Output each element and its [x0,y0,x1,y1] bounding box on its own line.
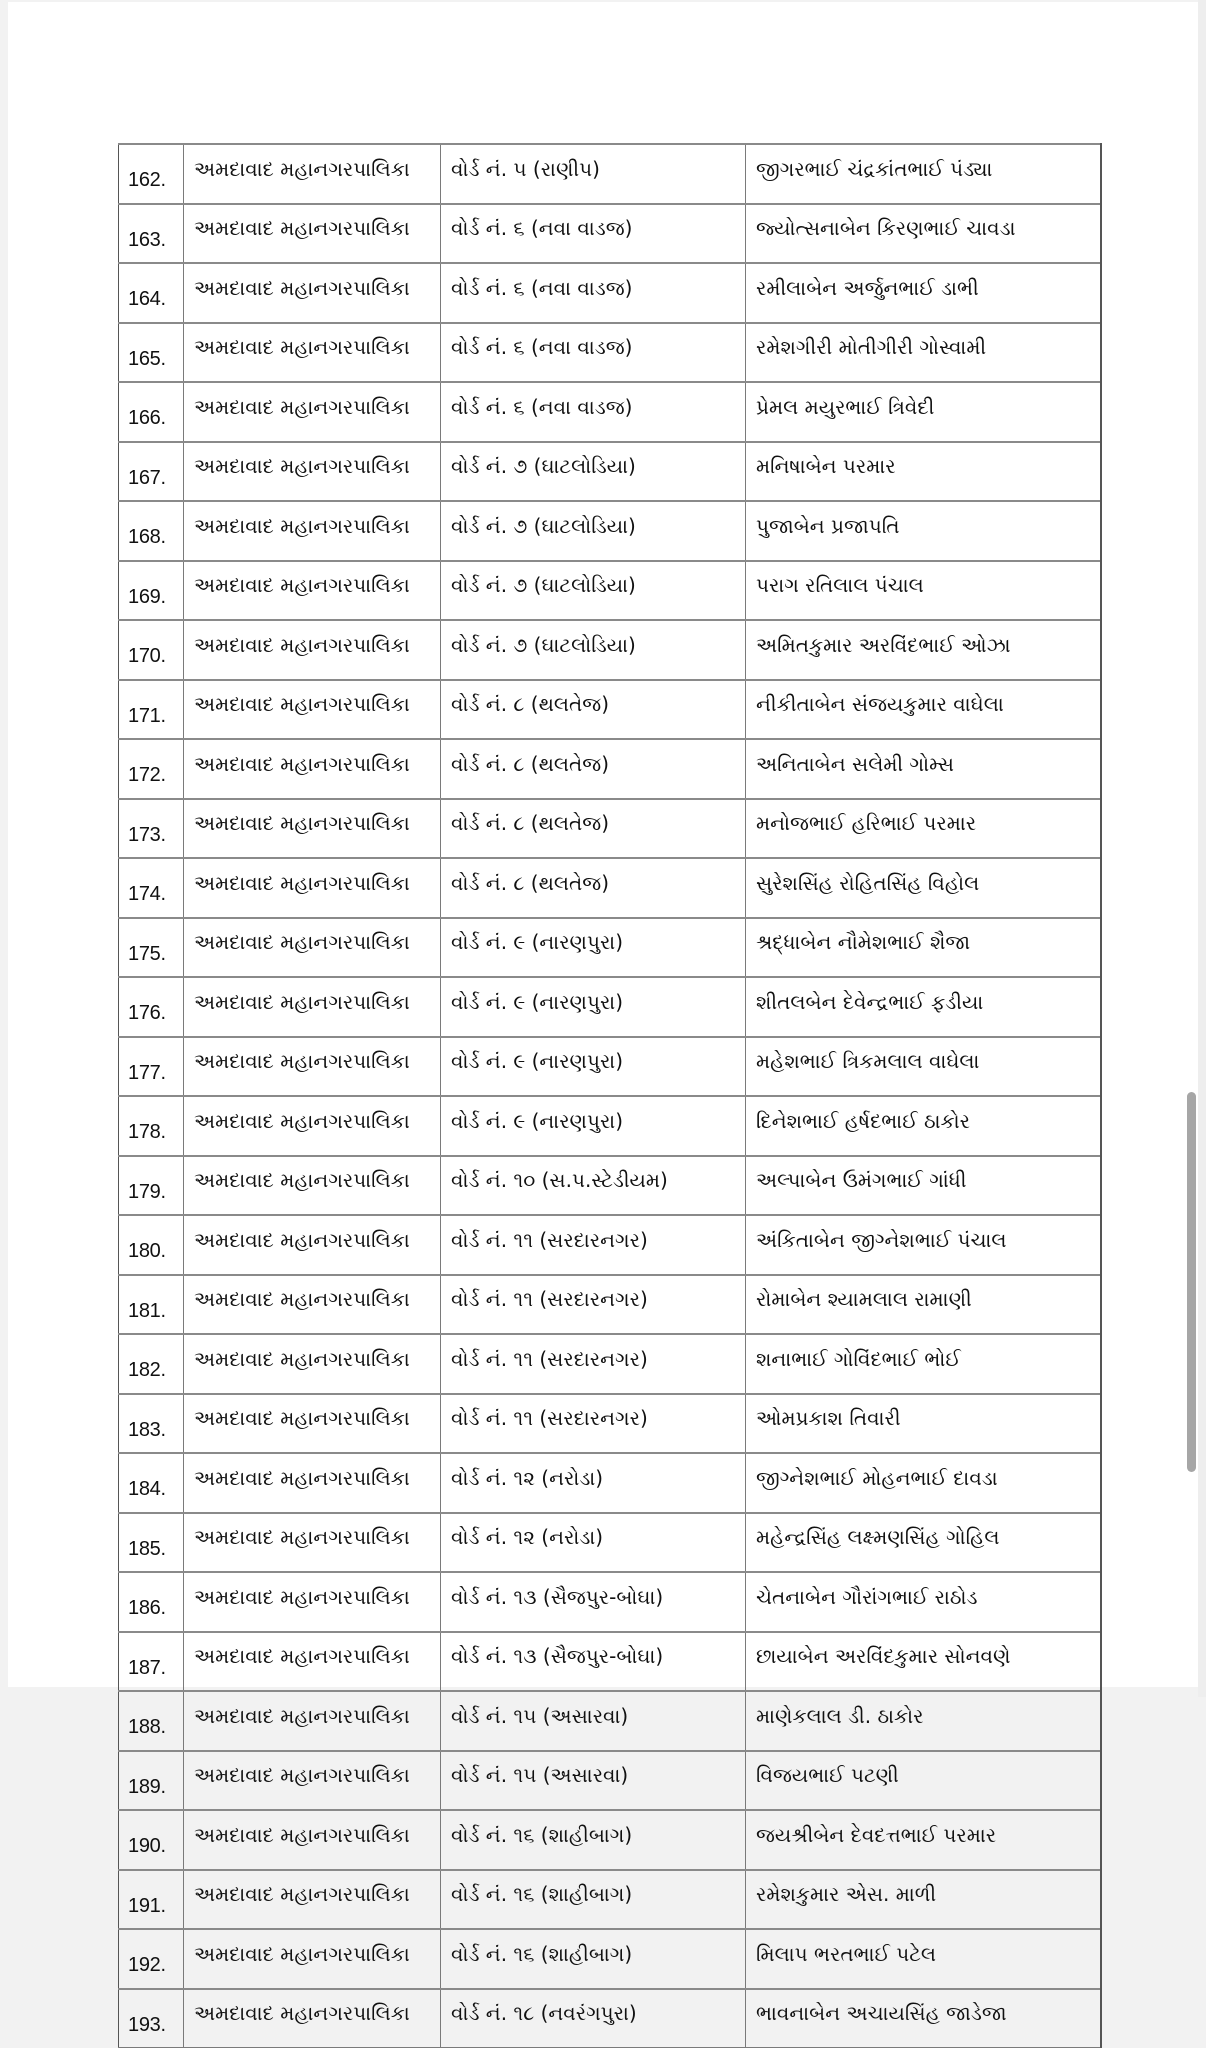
municipal-body-cell: અમદાવાદ મહાનગરપાલિકા [184,144,441,204]
member-name-cell: પરાગ રતિલાલ પંચાલ [746,561,1101,621]
row-number-cell: 179. [119,1156,184,1216]
row-number-cell: 163. [119,204,184,264]
member-name-cell: નીકીતાબેન સંજયકુમાર વાઘેલા [746,680,1101,740]
page-edge [1198,0,1206,1697]
roster-table [118,143,1102,2048]
member-name-cell: શનાભાઈ ગોવિંદભાઈ ભોઈ [746,1334,1101,1394]
member-name-cell: છાયાબેન અરવિંદકુમાર સોનવણે [746,1632,1101,1692]
table-row [119,263,1101,323]
row-number-cell: 166. [119,382,184,442]
row-number-cell: 192. [119,1929,184,1989]
municipal-body-cell: અમદાવાદ મહાનગરપાલિકા [184,739,441,799]
ward-cell: વોર્ડ નં. ૧૩ (સૈજપુર-બોઘા) [441,1632,746,1692]
table-row [119,1156,1101,1216]
municipal-body-cell: અમદાવાદ મહાનગરપાલિકા [184,1394,441,1454]
row-number-cell: 170. [119,620,184,680]
ward-cell: વોર્ડ નં. ૭ (ઘાટલોડિયા) [441,501,746,561]
table-row [119,1989,1101,2048]
member-name-cell: જ્યોત્સનાબેન કિરણભાઈ ચાવડા [746,204,1101,264]
ward-cell: વોર્ડ નં. ૯ (નારણપુરા) [441,1096,746,1156]
member-name-cell: માણેકલાલ ડી. ઠાકોર [746,1691,1101,1751]
member-name-cell: વિજયભાઈ પટણી [746,1751,1101,1811]
row-number-cell: 164. [119,263,184,323]
member-name-cell: અલ્પાબેન ઉમંગભાઈ ગાંધી [746,1156,1101,1216]
row-number-cell: 189. [119,1751,184,1811]
ward-cell: વોર્ડ નં. ૭ (ઘાટલોડિયા) [441,442,746,502]
table-row [119,799,1101,859]
row-number-cell: 162. [119,144,184,204]
ward-cell: વોર્ડ નં. ૮ (થલતેજ) [441,858,746,918]
municipal-body-cell: અમદાવાદ મહાનગરપાલિકા [184,1275,441,1335]
row-number-cell: 176. [119,977,184,1037]
table-row [119,1215,1101,1275]
table-row [119,1394,1101,1454]
municipal-body-cell: અમદાવાદ મહાનગરપાલિકા [184,501,441,561]
table-row [119,442,1101,502]
table-row [119,918,1101,978]
municipal-body-cell: અમદાવાદ મહાનગરપાલિકા [184,1156,441,1216]
table-row [119,323,1101,383]
member-name-cell: મહેશભાઈ ત્રિકમલાલ વાઘેલા [746,1037,1101,1097]
member-name-cell: અંકિતાબેન જીગ્નેશભાઈ પંચાલ [746,1215,1101,1275]
row-number-cell: 188. [119,1691,184,1751]
row-number-cell: 181. [119,1275,184,1335]
row-number-cell: 180. [119,1215,184,1275]
table-row [119,204,1101,264]
table-row [119,1037,1101,1097]
municipal-body-cell: અમદાવાદ મહાનગરપાલિકા [184,1215,441,1275]
row-number-cell: 165. [119,323,184,383]
table-row [119,977,1101,1037]
table-row [119,1334,1101,1394]
member-name-cell: અમિતકુમાર અરવિંદભાઈ ઓઝા [746,620,1101,680]
ward-cell: વોર્ડ નં. ૮ (થલતેજ) [441,739,746,799]
ward-cell: વોર્ડ નં. ૯ (નારણપુરા) [441,918,746,978]
table-row [119,1691,1101,1751]
member-name-cell: પ્રેમલ મયુરભાઈ ત્રિવેદી [746,382,1101,442]
member-name-cell: પુજાબેન પ્રજાપતિ [746,501,1101,561]
municipal-body-cell: અમદાવાદ મહાનગરપાલિકા [184,1572,441,1632]
table-row [119,1275,1101,1335]
member-name-cell: ઓમપ્રકાશ તિવારી [746,1394,1101,1454]
table-row [119,1810,1101,1870]
ward-cell: વોર્ડ નં. ૧૬ (શાહીબાગ) [441,1870,746,1930]
table-row [119,739,1101,799]
row-number-cell: 169. [119,561,184,621]
table-row [119,680,1101,740]
ward-cell: વોર્ડ નં. ૧૫ (અસારવા) [441,1751,746,1811]
ward-cell: વોર્ડ નં. ૧૫ (અસારવા) [441,1691,746,1751]
vertical-scrollbar[interactable] [1187,1092,1196,1472]
municipal-body-cell: અમદાવાદ મહાનગરપાલિકા [184,561,441,621]
document-page [8,2,1198,2036]
municipal-body-cell: અમદાવાદ મહાનગરપાલિકા [184,382,441,442]
ward-cell: વોર્ડ નં. ૧૬ (શાહીબાગ) [441,1929,746,1989]
ward-cell: વોર્ડ નં. ૮ (થલતેજ) [441,680,746,740]
roster-table-body [119,144,1101,2048]
ward-cell: વોર્ડ નં. ૧૦ (સ.પ.સ્ટેડીયમ) [441,1156,746,1216]
ward-cell: વોર્ડ નં. ૧૩ (સૈજપુર-બોઘા) [441,1572,746,1632]
municipal-body-cell: અમદાવાદ મહાનગરપાલિકા [184,620,441,680]
ward-cell: વોર્ડ નં. ૧૮ (નવરંગપુરા) [441,1989,746,2048]
municipal-body-cell: અમદાવાદ મહાનગરપાલિકા [184,1870,441,1930]
member-name-cell: શ્રદ્ધાબેન નૌમેશભાઈ શૈજા [746,918,1101,978]
member-name-cell: જીગરભાઈ ચંદ્રકાંતભાઈ પંડ્યા [746,144,1101,204]
member-name-cell: રોમાબેન શ્યામલાલ રામાણી [746,1275,1101,1335]
municipal-body-cell: અમદાવાદ મહાનગરપાલિકા [184,977,441,1037]
ward-cell: વોર્ડ નં. ૧૧ (સરદારનગર) [441,1215,746,1275]
table-row [119,1513,1101,1573]
row-number-cell: 174. [119,858,184,918]
member-name-cell: મિલાપ ભરતભાઈ પટેલ [746,1929,1101,1989]
row-number-cell: 173. [119,799,184,859]
municipal-body-cell: અમદાવાદ મહાનગરપાલિકા [184,858,441,918]
municipal-body-cell: અમદાવાદ મહાનગરપાલિકા [184,442,441,502]
row-number-cell: 187. [119,1632,184,1692]
row-number-cell: 168. [119,501,184,561]
row-number-cell: 186. [119,1572,184,1632]
ward-cell: વોર્ડ નં. ૧૨ (નરોડા) [441,1513,746,1573]
member-name-cell: મનોજભાઈ હરિભાઈ પરમાર [746,799,1101,859]
row-number-cell: 191. [119,1870,184,1930]
row-number-cell: 177. [119,1037,184,1097]
row-number-cell: 178. [119,1096,184,1156]
row-number-cell: 190. [119,1810,184,1870]
table-row [119,1096,1101,1156]
municipal-body-cell: અમદાવાદ મહાનગરપાલિકા [184,1989,441,2048]
member-name-cell: ચેતનાબેન ગૌરાંગભાઈ રાઠોડ [746,1572,1101,1632]
table-row [119,858,1101,918]
table-row [119,620,1101,680]
municipal-body-cell: અમદાવાદ મહાનગરપાલિકા [184,1810,441,1870]
row-number-cell: 182. [119,1334,184,1394]
ward-cell: વોર્ડ નં. ૧૬ (શાહીબાગ) [441,1810,746,1870]
municipal-body-cell: અમદાવાદ મહાનગરપાલિકા [184,1037,441,1097]
municipal-body-cell: અમદાવાદ મહાનગરપાલિકા [184,918,441,978]
row-number-cell: 193. [119,1989,184,2048]
table-row [119,1870,1101,1930]
member-name-cell: જીગ્નેશભાઈ મોહનભાઈ દાવડા [746,1453,1101,1513]
municipal-body-cell: અમદાવાદ મહાનગરપાલિકા [184,1096,441,1156]
ward-cell: વોર્ડ નં. ૯ (નારણપુરા) [441,1037,746,1097]
ward-cell: વોર્ડ નં. ૯ (નારણપુરા) [441,977,746,1037]
table-row [119,1751,1101,1811]
municipal-body-cell: અમદાવાદ મહાનગરપાલિકા [184,680,441,740]
ward-cell: વોર્ડ નં. ૧૧ (સરદારનગર) [441,1275,746,1335]
row-number-cell: 171. [119,680,184,740]
table-row [119,144,1101,204]
row-number-cell: 185. [119,1513,184,1573]
member-name-cell: રમેશગીરી મોતીગીરી ગોસ્વામી [746,323,1101,383]
row-number-cell: 172. [119,739,184,799]
ward-cell: વોર્ડ નં. ૫ (રાણીપ) [441,144,746,204]
member-name-cell: સુરેશસિંહ રોહિતસિંહ વિહોલ [746,858,1101,918]
ward-cell: વોર્ડ નં. ૬ (નવા વાડજ) [441,263,746,323]
member-name-cell: રમીલાબેન અર્જુનભાઈ ડાભી [746,263,1101,323]
table-row [119,561,1101,621]
row-number-cell: 167. [119,442,184,502]
municipal-body-cell: અમદાવાદ મહાનગરપાલિકા [184,1751,441,1811]
member-name-cell: મહેન્દ્રસિંહ લક્ષ્મણસિંહ ગોહિલ [746,1513,1101,1573]
municipal-body-cell: અમદાવાદ મહાનગરપાલિકા [184,263,441,323]
ward-cell: વોર્ડ નં. ૭ (ઘાટલોડિયા) [441,561,746,621]
ward-cell: વોર્ડ નં. ૧૨ (નરોડા) [441,1453,746,1513]
municipal-body-cell: અમદાવાદ મહાનગરપાલિકા [184,204,441,264]
table-row [119,1632,1101,1692]
ward-cell: વોર્ડ નં. ૬ (નવા વાડજ) [441,323,746,383]
member-name-cell: મનિષાબેન પરમાર [746,442,1101,502]
row-number-cell: 184. [119,1453,184,1513]
ward-cell: વોર્ડ નં. ૭ (ઘાટલોડિયા) [441,620,746,680]
municipal-body-cell: અમદાવાદ મહાનગરપાલિકા [184,1513,441,1573]
municipal-body-cell: અમદાવાદ મહાનગરપાલિકા [184,1453,441,1513]
municipal-body-cell: અમદાવાદ મહાનગરપાલિકા [184,1929,441,1989]
table-row [119,1453,1101,1513]
ward-cell: વોર્ડ નં. ૧૧ (સરદારનગર) [441,1394,746,1454]
member-name-cell: રમેશકુમાર એસ. માળી [746,1870,1101,1930]
table-row [119,1929,1101,1989]
municipal-body-cell: અમદાવાદ મહાનગરપાલિકા [184,323,441,383]
municipal-body-cell: અમદાવાદ મહાનગરપાલિકા [184,799,441,859]
ward-cell: વોર્ડ નં. ૬ (નવા વાડજ) [441,204,746,264]
ward-cell: વોર્ડ નં. ૧૧ (સરદારનગર) [441,1334,746,1394]
member-name-cell: જયશ્રીબેન દેવદત્તભાઈ પરમાર [746,1810,1101,1870]
member-name-cell: ભાવનાબેન અચાયસિંહ જાડેજા [746,1989,1101,2048]
member-name-cell: અનિતાબેન સલેમી ગોમ્સ [746,739,1101,799]
ward-cell: વોર્ડ નં. ૬ (નવા વાડજ) [441,382,746,442]
municipal-body-cell: અમદાવાદ મહાનગરપાલિકા [184,1334,441,1394]
municipal-body-cell: અમદાવાદ મહાનગરપાલિકા [184,1691,441,1751]
table-row [119,501,1101,561]
ward-cell: વોર્ડ નં. ૮ (થલતેજ) [441,799,746,859]
member-name-cell: દિનેશભાઈ હર્ષદભાઈ ઠાકોર [746,1096,1101,1156]
row-number-cell: 183. [119,1394,184,1454]
municipal-body-cell: અમદાવાદ મહાનગરપાલિકા [184,1632,441,1692]
table-row [119,382,1101,442]
table-row [119,1572,1101,1632]
row-number-cell: 175. [119,918,184,978]
member-name-cell: શીતલબેન દેવેન્દ્રભાઈ ફડીયા [746,977,1101,1037]
